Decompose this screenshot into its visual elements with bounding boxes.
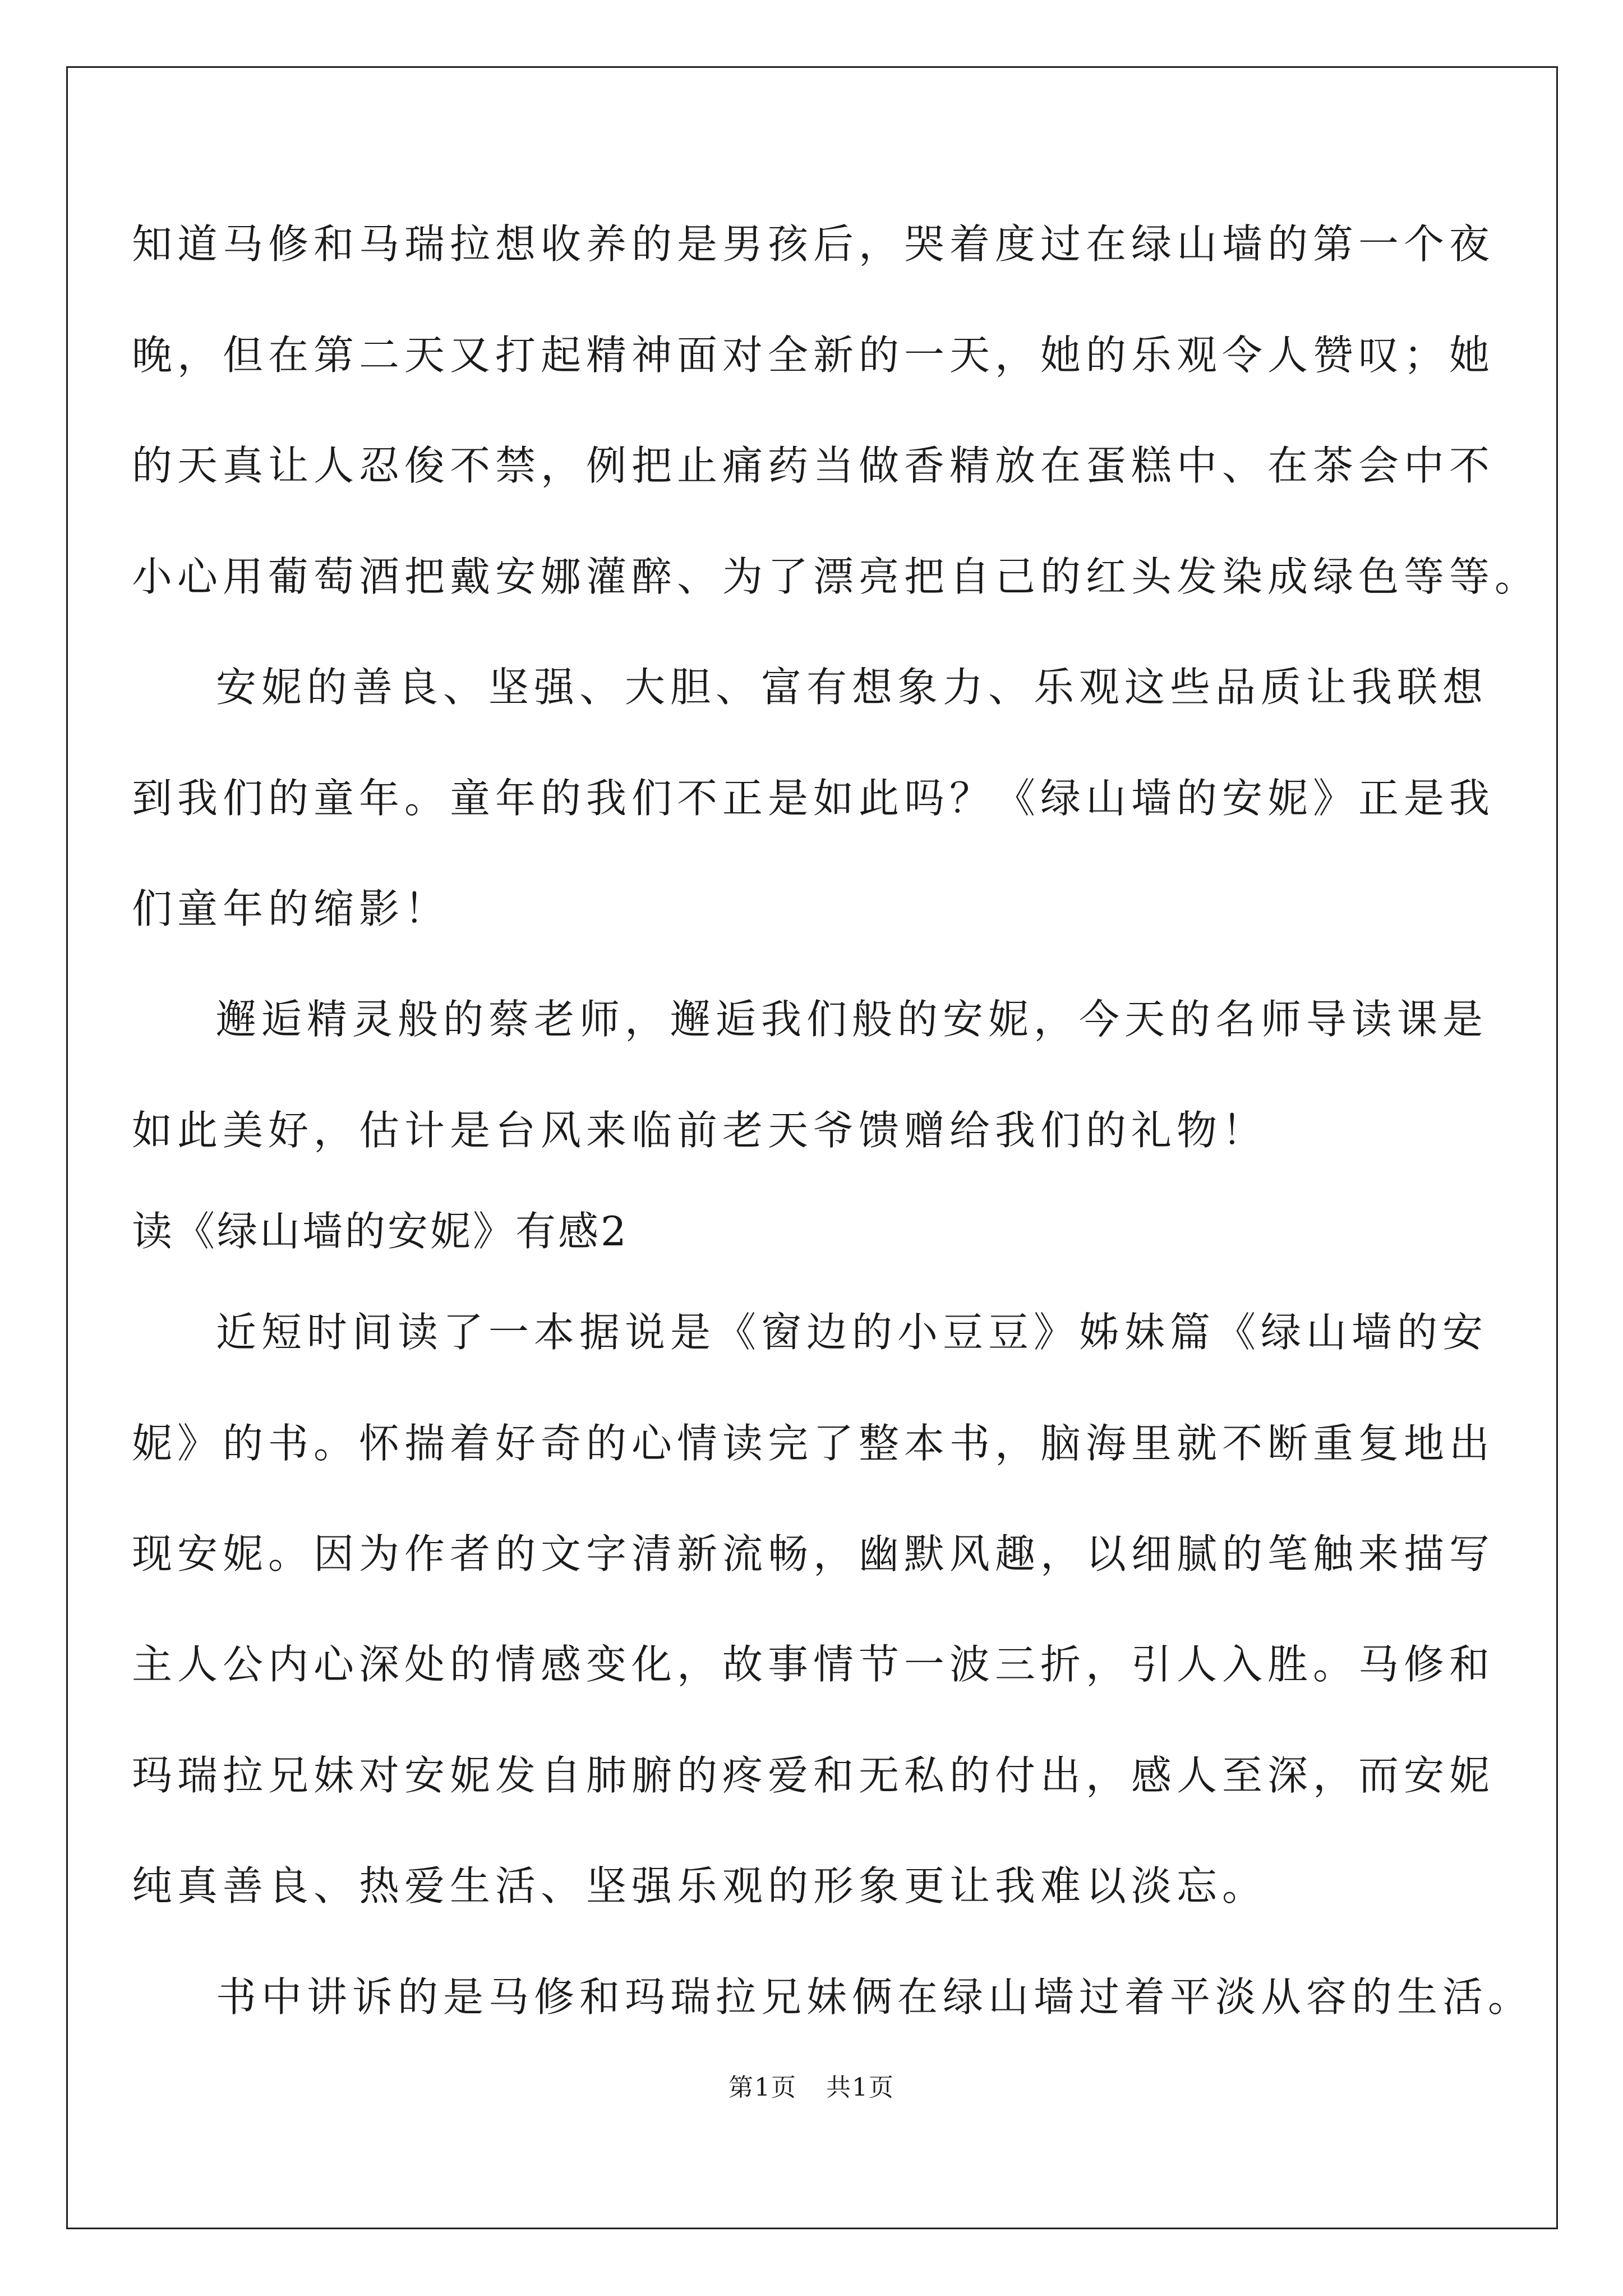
- text-line: 晚，但在第二天又打起精神面对全新的一天，她的乐观令人赞叹；她: [132, 332, 1495, 379]
- paragraph-start-line: 书中讲诉的是马修和玛瑞拉兄妹俩在绿山墙过着平淡从容的生活。: [216, 1973, 1534, 2021]
- text-line: 玛瑞拉兄妹对安妮发自肺腑的疼爱和无私的付出，感人至深，而安妮: [132, 1752, 1495, 1799]
- page-footer: [0, 2071, 1623, 2105]
- text-line: 如此美好，估计是台风来临前老天爷馈赠给我们的礼物！: [132, 1107, 1268, 1154]
- text-line: 纯真善良、热爱生活、坚强乐观的形象更让我难以淡忘。: [132, 1862, 1268, 1910]
- text-line: 主人公内心深处的情感变化，故事情节一波三折，引人入胜。马修和: [132, 1641, 1495, 1688]
- text-line: 到我们的童年。童年的我们不正是如此吗？《绿山墙的安妮》正是我: [132, 775, 1495, 822]
- text-line: 妮》的书。怀揣着好奇的心情读完了整本书，脑海里就不断重复地出: [132, 1420, 1495, 1467]
- paragraph-start-line: 邂逅精灵般的蔡老师，邂逅我们般的安妮，今天的名师导读课是: [216, 996, 1488, 1043]
- text-line: 小心用葡萄酒把戴安娜灌醉、为了漂亮把自己的红头发染成绿色等等。: [132, 553, 1541, 600]
- text-line: 知道马修和马瑞拉想收养的是男孩后，哭着度过在绿山墙的第一个夜: [132, 220, 1495, 268]
- text-line: 们童年的缩影！: [132, 885, 450, 932]
- text-line: 现安妮。因为作者的文字清新流畅，幽默风趣，以细腻的笔触来描写: [132, 1530, 1495, 1577]
- section-heading: 读《绿山墙的安妮》有感2: [132, 1208, 629, 1255]
- paragraph-start-line: 近短时间读了一本据说是《窗边的小豆豆》姊妹篇《绿山墙的安: [216, 1309, 1488, 1356]
- paragraph-start-line: 安妮的善良、坚强、大胆、富有想象力、乐观这些品质让我联想: [216, 664, 1488, 711]
- page-total: 共1页: [826, 2073, 895, 2102]
- page-number: 第1页: [728, 2073, 797, 2102]
- text-line: 的天真让人忍俊不禁，例把止痛药当做香精放在蛋糕中、在茶会中不: [132, 442, 1495, 489]
